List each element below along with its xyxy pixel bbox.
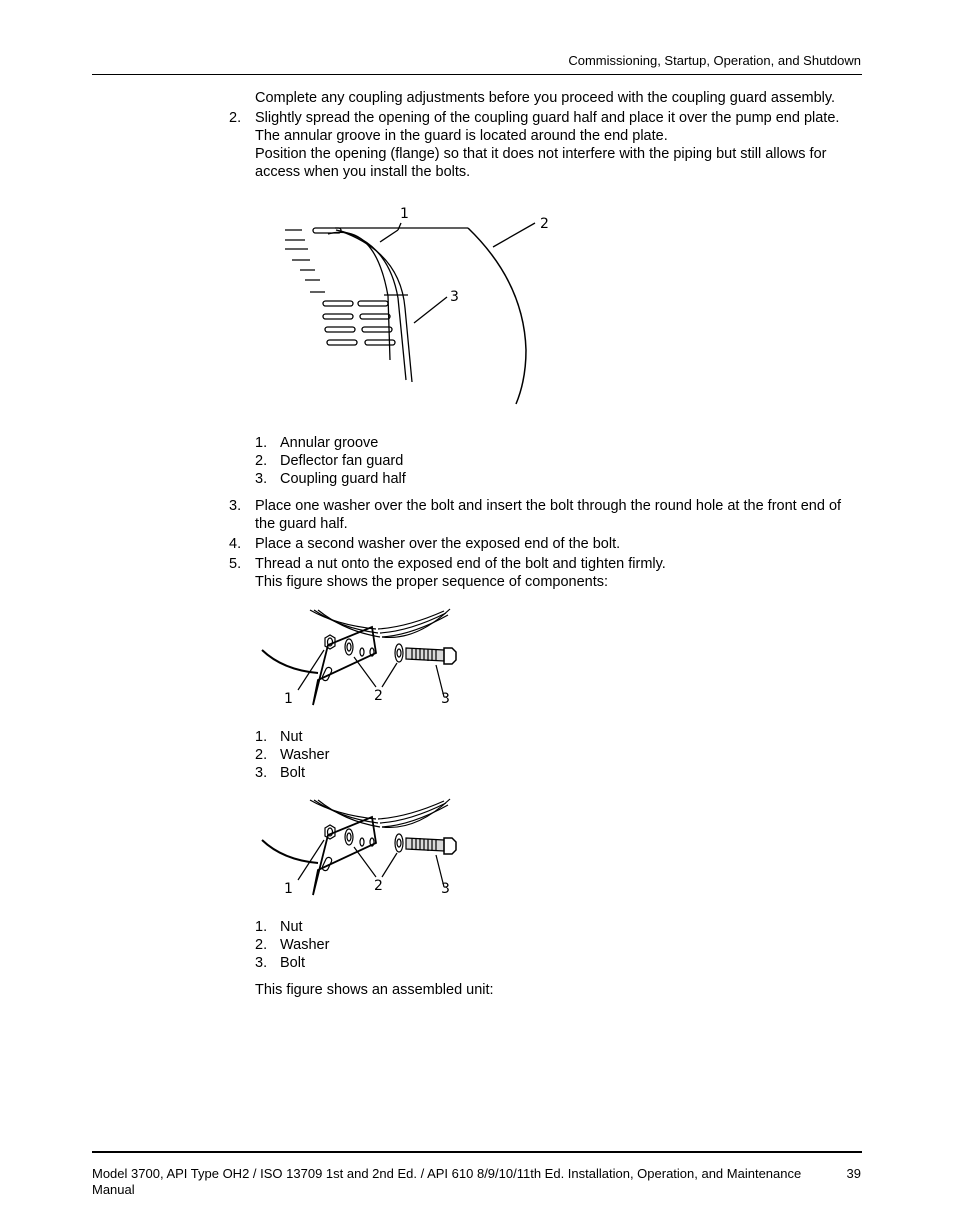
figure-3-legend-num-1: 1. bbox=[255, 919, 268, 935]
step-3-line-1: Place one washer over the bolt and insert the bolt through the round hole at the front end of bbox=[255, 498, 842, 514]
step-5-line-1: Thread a nut onto the exposed end of the bolt and tighten firmly. bbox=[255, 556, 666, 572]
deflector-fan-guard-outline bbox=[468, 228, 526, 404]
step-5-line-2: This figure shows the proper sequence of components: bbox=[255, 574, 609, 590]
figure-2-callout-3: 3 bbox=[441, 691, 450, 707]
step-2-number: 2. bbox=[229, 110, 242, 126]
figure-3-callout-1: 1 bbox=[284, 881, 293, 897]
figure-bolt-sequence-1 bbox=[258, 605, 463, 710]
figure-coupling-guard-installation bbox=[280, 200, 570, 410]
step-4-text: Place a second washer over the exposed end of the bolt. bbox=[255, 536, 621, 552]
step-4-number: 4. bbox=[229, 536, 242, 552]
footer-text: Model 3700, API Type OH2 / ISO 13709 1st and 2nd Ed. / API 610 8/9/10/11th Ed. Installation, Operation, and Maintenance Manual bbox=[92, 1166, 802, 1197]
figure-3-callout-3: 3 bbox=[441, 881, 450, 897]
figure-2-legend-num-3: 3. bbox=[255, 765, 268, 781]
callout-1-leader bbox=[380, 230, 398, 242]
figure-3-legend-num-3: 3. bbox=[255, 955, 268, 971]
header-rule bbox=[92, 74, 862, 75]
step-2-line-2: The annular groove in the guard is located around the end plate. bbox=[255, 128, 668, 144]
coupling-guard-curve-inner bbox=[336, 230, 406, 380]
figure-1-callout-3: 3 bbox=[450, 289, 459, 305]
running-header: Commissioning, Startup, Operation, and Shutdown bbox=[568, 53, 861, 68]
figure-2-callout-2: 2 bbox=[374, 688, 383, 704]
figure-1-callout-1: 1 bbox=[400, 206, 409, 222]
step-5-number: 5. bbox=[229, 556, 242, 572]
figure-2-legend-label-1: Nut bbox=[280, 729, 303, 745]
figure-1-legend-label-3: Coupling guard half bbox=[280, 471, 406, 487]
callout-2-leader bbox=[493, 223, 535, 247]
figure-bolt-sequence-2 bbox=[258, 795, 463, 900]
figure-3-legend-num-2: 2. bbox=[255, 937, 268, 953]
step-3-number: 3. bbox=[229, 498, 242, 514]
figure-2-legend-label-2: Washer bbox=[280, 747, 330, 763]
figure-3-callout-2: 2 bbox=[374, 878, 383, 894]
figure-2-legend-num-2: 2. bbox=[255, 747, 268, 763]
step-2-line-4: access when you install the bolts. bbox=[255, 164, 471, 180]
figure-1-legend-num-2: 2. bbox=[255, 453, 268, 469]
callout-3-leader bbox=[414, 297, 447, 323]
figure-1-legend-num-1: 1. bbox=[255, 435, 268, 451]
step-3-line-2: the guard half. bbox=[255, 516, 348, 532]
figure-3-legend-label-2: Washer bbox=[280, 937, 330, 953]
figure-1-legend-num-3: 3. bbox=[255, 471, 268, 487]
closing-text: This figure shows an assembled unit: bbox=[255, 982, 494, 998]
fan-grill-slots bbox=[285, 230, 325, 292]
step-2-line-3: Position the opening (flange) so that it does not interfere with the piping but still allows for bbox=[255, 146, 827, 162]
step-2-line-1: Slightly spread the opening of the coupling guard half and place it over the pump end plate. bbox=[255, 110, 840, 126]
footer-rule bbox=[92, 1151, 862, 1153]
figure-1-legend-label-1: Annular groove bbox=[280, 435, 379, 451]
intro-text: Complete any coupling adjustments before you proceed with the coupling guard assembly. bbox=[255, 90, 836, 106]
figure-3-legend-label-3: Bolt bbox=[280, 955, 305, 971]
figure-3-legend-label-1: Nut bbox=[280, 919, 303, 935]
figure-2-legend-label-3: Bolt bbox=[280, 765, 305, 781]
figure-1-legend-label-2: Deflector fan guard bbox=[280, 453, 404, 469]
figure-1-callout-2: 2 bbox=[540, 216, 549, 232]
page-number: 39 bbox=[846, 1166, 861, 1181]
figure-2-legend-num-1: 1. bbox=[255, 729, 268, 745]
coupling-guard-curve-outer bbox=[328, 232, 390, 360]
figure-2-callout-1: 1 bbox=[284, 691, 293, 707]
